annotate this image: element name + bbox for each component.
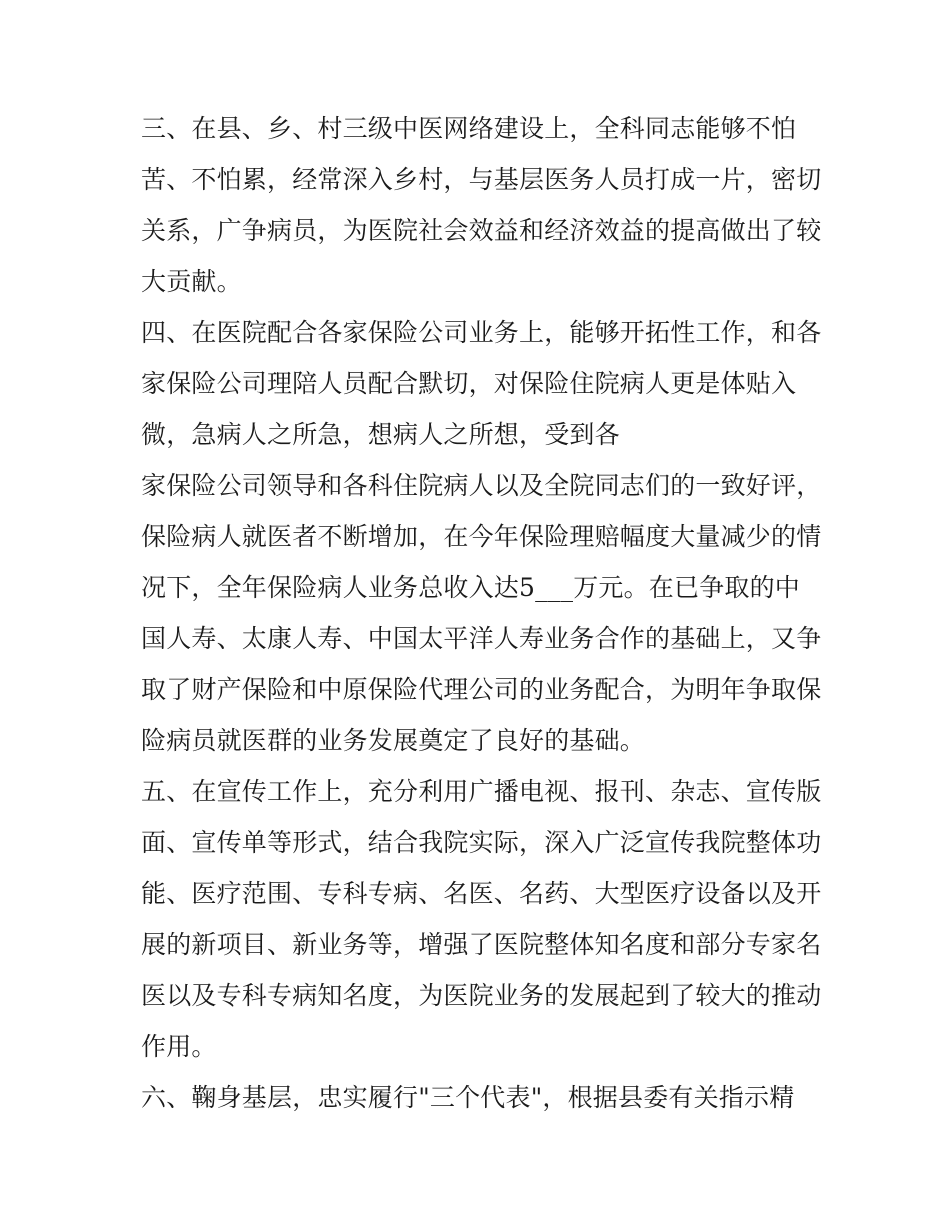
text-line: 微，急病人之所急，想病人之所想，受到各 [141, 420, 620, 449]
text-line: 展的新项目、新业务等，增强了医院整体知名度和部分专家名 [141, 930, 822, 959]
text-line: 作用。 [141, 1032, 217, 1061]
text-line: 险病员就医群的业务发展奠定了良好的基础。 [141, 726, 646, 755]
text-line: 能、医疗范围、专科专病、名医、名药、大型医疗设备以及开 [141, 879, 822, 908]
text-line: 三、在县、乡、村三级中医网络建设上，全科同志能够不怕 [141, 114, 797, 143]
text-line: 家保险公司领导和各科住院病人以及全院同志们的一致好评， [141, 471, 822, 500]
text-line: 家保险公司理陪人员配合默切，对保险住院病人更是体贴入 [141, 369, 797, 398]
text-line: 四、在医院配合各家保险公司业务上，能够开拓性工作，和各 [141, 318, 822, 347]
text-line: 苦、不怕累，经常深入乡村，与基层医务人员打成一片，密切 [141, 165, 822, 194]
text-line: 况下，全年保险病人业务总收入达5___万元。在已争取的中 [141, 573, 801, 602]
text-line: 五、在宣传工作上，充分利用广播电视、报刊、杂志、宣传版 [141, 777, 822, 806]
text-line: 面、宣传单等形式，结合我院实际，深入广泛宣传我院整体功 [141, 828, 822, 857]
text-line: 医以及专科专病知名度，为医院业务的发展起到了较大的推动 [141, 981, 822, 1010]
text-line: 国人寿、太康人寿、中国太平洋人寿业务合作的基础上，又争 [141, 624, 822, 653]
text-line: 取了财产保险和中原保险代理公司的业务配合，为明年争取保 [141, 675, 822, 704]
text-line: 大贡献。 [141, 267, 242, 296]
text-line: 六、鞠身基层，忠实履行"三个代表"，根据县委有关指示精 [141, 1083, 795, 1112]
text-line: 保险病人就医者不断增加，在今年保险理赔幅度大量减少的情 [141, 522, 822, 551]
text-line: 关系，广争病员，为医院社会效益和经济效益的提高做出了较 [141, 216, 822, 245]
